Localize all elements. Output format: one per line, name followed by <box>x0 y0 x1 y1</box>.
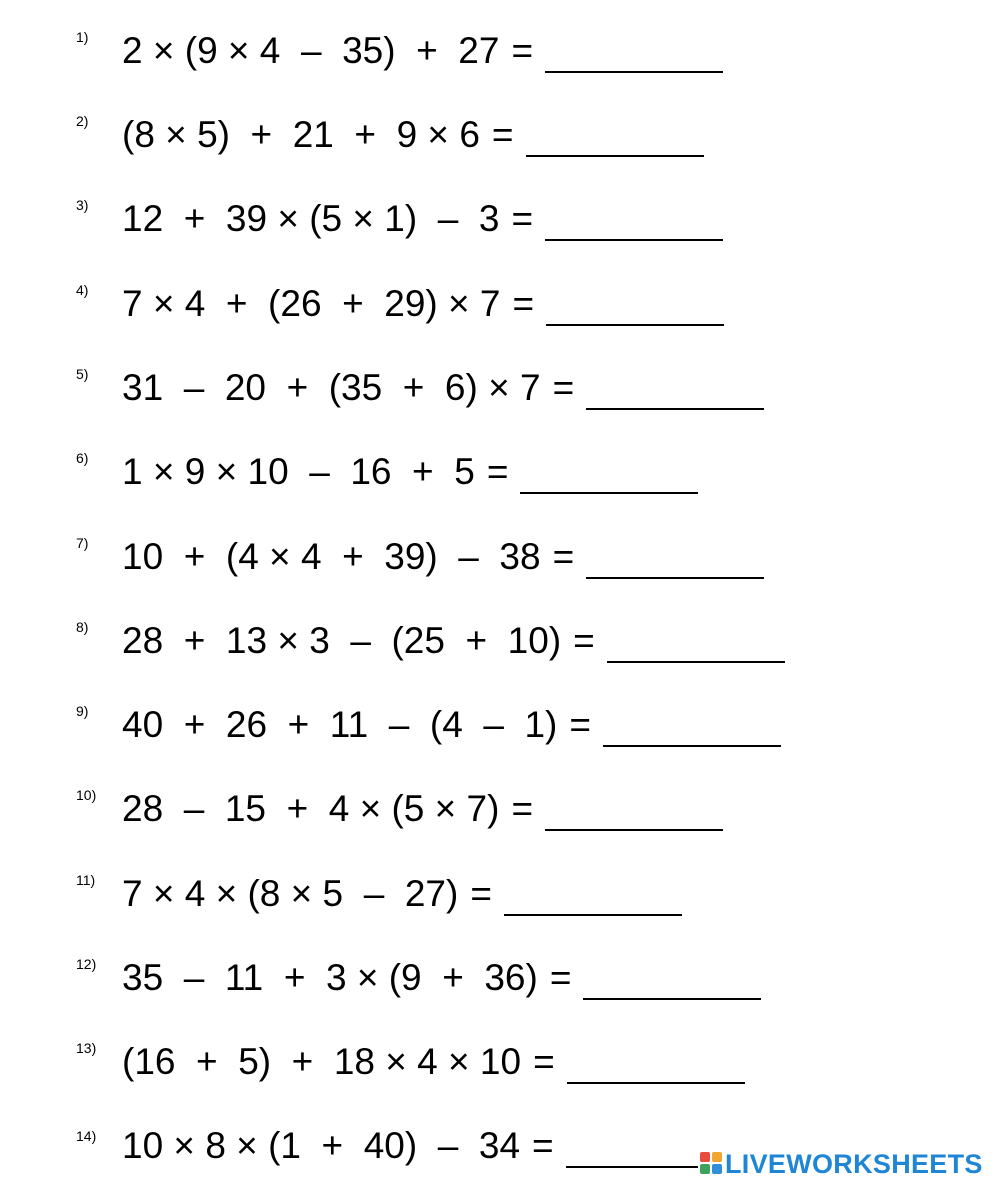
answer-input-2[interactable] <box>526 113 704 157</box>
problem-number: 13) <box>76 1040 97 1056</box>
problem-expression: 28 + 13 × 3 – (25 + 10) <box>122 620 562 661</box>
equals-sign: = <box>511 30 534 71</box>
answer-input-9[interactable] <box>603 703 781 747</box>
equals-sign: = <box>532 1125 554 1166</box>
problem-number: 7) <box>76 535 89 551</box>
problem-number: 1) <box>76 29 89 45</box>
problem-number: 3) <box>76 197 89 213</box>
problem-expression: 12 + 39 × (5 × 1) – 3 <box>122 198 500 239</box>
problem-10 <box>0 787 1000 847</box>
problem-number: 12) <box>76 956 97 972</box>
problem-expression: 35 – 11 + 3 × (9 + 36) <box>122 957 538 998</box>
problem-expression: 7 × 4 × (8 × 5 – 27) <box>122 873 459 914</box>
equals-sign: = <box>511 198 534 239</box>
problem-number: 11) <box>76 872 96 888</box>
answer-input-12[interactable] <box>583 956 761 1000</box>
problem-number: 4) <box>76 282 89 298</box>
problem-expression: 10 × 8 × (1 + 40) – 34 <box>122 1125 521 1166</box>
liveworksheets-logo-icon <box>700 1152 722 1176</box>
answer-input-7[interactable] <box>586 535 764 579</box>
problem-number: 10) <box>76 787 97 803</box>
problem-expression: (8 × 5) + 21 + 9 × 6 <box>122 114 480 155</box>
answer-input-4[interactable] <box>546 282 724 326</box>
problem-expression: 2 × (9 × 4 – 35) + 27 <box>122 30 500 71</box>
problem-number: 14) <box>76 1128 97 1144</box>
problem-expression: 40 + 26 + 11 – (4 – 1) <box>122 704 558 745</box>
answer-input-1[interactable] <box>545 29 723 73</box>
answer-input-6[interactable] <box>520 450 698 494</box>
problem-expression: 31 – 20 + (35 + 6) × 7 <box>122 367 541 408</box>
problem-5 <box>0 366 1000 426</box>
problem-12 <box>0 956 1000 1016</box>
problem-number: 9) <box>76 703 89 719</box>
answer-input-11[interactable] <box>504 872 682 916</box>
equals-sign: = <box>552 367 575 408</box>
answer-input-13[interactable] <box>567 1040 745 1084</box>
problem-number: 6) <box>76 450 89 466</box>
problem-1 <box>0 29 1000 89</box>
equals-sign: = <box>533 1041 555 1082</box>
answer-input-8[interactable] <box>607 619 785 663</box>
equals-sign: = <box>486 451 509 492</box>
equals-sign: = <box>552 536 575 577</box>
problem-expression: 7 × 4 + (26 + 29) × 7 <box>122 283 501 324</box>
equals-sign: = <box>491 114 514 155</box>
problem-number: 8) <box>76 619 89 635</box>
problem-number: 5) <box>76 366 89 382</box>
logo-text: LIVEWORKSHEETS <box>725 1149 983 1179</box>
equals-sign: = <box>549 957 572 998</box>
problem-3 <box>0 197 1000 257</box>
problem-13 <box>0 1040 1000 1100</box>
answer-input-5[interactable] <box>586 366 764 410</box>
problem-11 <box>0 872 1000 932</box>
problem-8 <box>0 619 1000 679</box>
problem-9 <box>0 703 1000 763</box>
problem-number: 2) <box>76 113 89 129</box>
answer-input-10[interactable] <box>545 787 723 831</box>
problem-7 <box>0 535 1000 595</box>
equals-sign: = <box>512 283 535 324</box>
problem-expression: 1 × 9 × 10 – 16 + 5 <box>122 451 475 492</box>
equals-sign: = <box>569 704 591 745</box>
equals-sign: = <box>573 620 595 661</box>
problem-expression: (16 + 5) + 18 × 4 × 10 <box>122 1041 522 1082</box>
equals-sign: = <box>511 788 534 829</box>
problem-expression: 10 + (4 × 4 + 39) – 38 <box>122 536 541 577</box>
problem-4 <box>0 282 1000 342</box>
liveworksheets-logo <box>698 1149 983 1179</box>
problem-2 <box>0 113 1000 173</box>
equals-sign: = <box>470 873 492 914</box>
answer-input-3[interactable] <box>545 197 723 241</box>
problem-expression: 28 – 15 + 4 × (5 × 7) <box>122 788 500 829</box>
problem-6 <box>0 450 1000 510</box>
